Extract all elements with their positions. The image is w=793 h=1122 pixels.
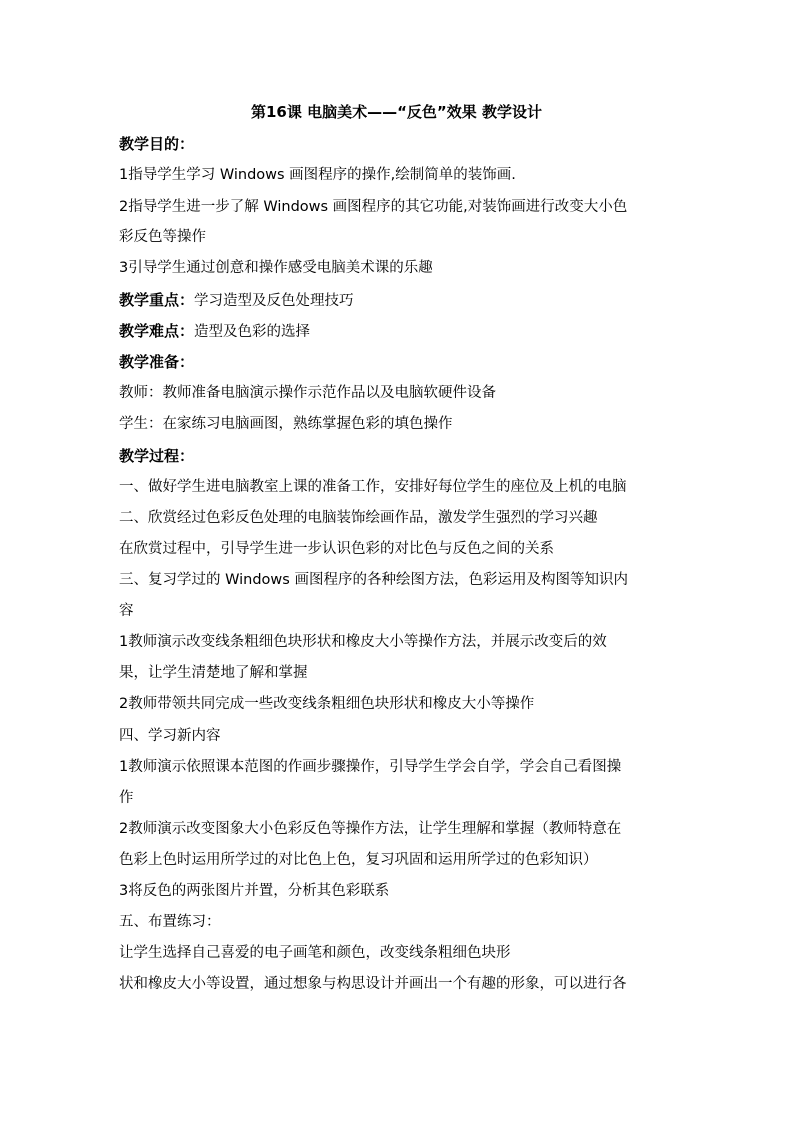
objective-1: 1指导学生学习 Windows 画图程序的操作,绘制简单的装饰画. xyxy=(119,167,516,183)
step-4-3: 3将反色的两张图片并置，分析其色彩联系 xyxy=(119,883,390,899)
step-3-2: 2教师带领共同完成一些改变线条粗细色块形状和橡皮大小等操作 xyxy=(119,696,535,712)
difficulties-text: 造型及色彩的选择 xyxy=(194,324,311,340)
step-3-1-line-1: 1教师演示改变线条粗细色块形状和橡皮大小等操作方法，并展示改变后的效 xyxy=(119,634,607,650)
step-5: 五、布置练习： xyxy=(119,914,221,930)
document-title: 第16课 电脑美术——“反色”效果 教学设计 xyxy=(250,103,543,121)
objective-2-line-2: 彩反色等操作 xyxy=(119,229,206,245)
step-4-1-line-2: 作 xyxy=(119,790,134,806)
difficulties xyxy=(119,320,310,343)
objectives-heading: 教学目的： xyxy=(119,135,195,153)
step-3-line-1: 三、复习学过的 Windows 画图程序的各种绘图方法，色彩运用及构图等知识内 xyxy=(119,572,628,588)
key-points-label: 教学重点： xyxy=(119,291,195,309)
preparation-heading: 教学准备： xyxy=(119,353,195,371)
key-points-text: 学习造型及反色处理技巧 xyxy=(194,293,354,309)
step-4-1-line-1: 1教师演示依照课本范图的作画步骤操作，引导学生学会自学，学会自己看图操 xyxy=(119,759,622,775)
step-5-line-2: 状和橡皮大小等设置，通过想象与构思设计并画出一个有趣的形象，可以进行各 xyxy=(119,976,627,992)
step-4-2-line-1: 2教师演示改变图象大小色彩反色等操作方法，让学生理解和掌握（教师特意在 xyxy=(119,821,622,837)
step-4: 四、学习新内容 xyxy=(119,728,221,744)
step-2: 二、欣赏经过色彩反色处理的电脑装饰绘画作品，激发学生强烈的学习兴趣 xyxy=(119,510,598,526)
step-3-line-2: 容 xyxy=(119,603,134,619)
prep-student: 学生：在家练习电脑画图，熟练掌握色彩的填色操作 xyxy=(119,416,453,432)
step-4-2-line-2: 色彩上色时运用所学过的对比色上色，复习巩固和运用所学过的色彩知识） xyxy=(119,852,598,868)
objective-3: 3引导学生通过创意和操作感受电脑美术课的乐趣 xyxy=(119,260,433,276)
step-5-line-1: 让学生选择自己喜爱的电子画笔和颜色，改变线条粗细色块形 xyxy=(119,945,511,961)
objective-2-line-1: 2指导学生进一步了解 Windows 画图程序的其它功能,对装饰画进行改变大小色 xyxy=(119,199,628,215)
step-3-1-line-2: 果，让学生清楚地了解和掌握 xyxy=(119,665,308,681)
difficulties-label: 教学难点： xyxy=(119,322,195,340)
key-points xyxy=(119,289,354,312)
process-heading: 教学过程： xyxy=(119,447,195,465)
step-1: 一、做好学生进电脑教室上课的准备工作，安排好每位学生的座位及上机的电脑 xyxy=(119,479,627,495)
step-2-note: 在欣赏过程中，引导学生进一步认识色彩的对比色与反色之间的关系 xyxy=(119,541,554,557)
prep-teacher: 教师：教师准备电脑演示操作示范作品以及电脑软硬件设备 xyxy=(119,385,496,401)
